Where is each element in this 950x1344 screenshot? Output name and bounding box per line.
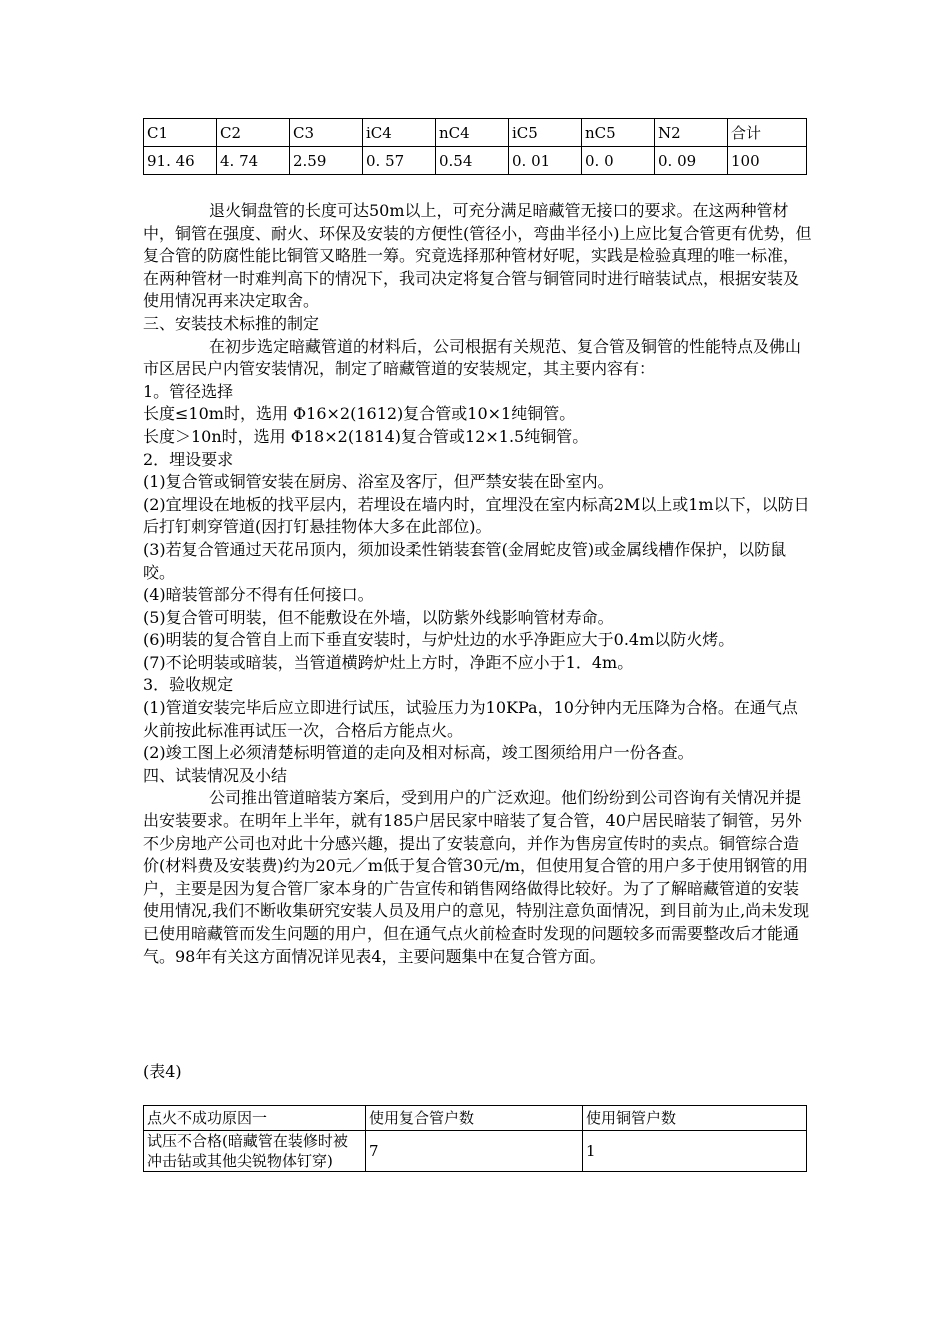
table-header-cell: N2: [655, 119, 728, 147]
section-heading: 四、试装情况及小结: [143, 765, 288, 785]
list-item: (2)宜埋设在地板的找平层内，若埋设在墙内时，宜埋没在室内标高2M以上或1m以下，以防日后打钉刺穿管道(因打钉悬挂物体大多在此部位)。: [143, 494, 810, 537]
table-header-cell: iC5: [509, 119, 582, 147]
table-header-cell: C2: [217, 119, 290, 147]
table-header-cell: 点火不成功原因一: [144, 1106, 366, 1131]
table-cell: 4. 74: [217, 147, 290, 175]
table-cell: 0.54: [436, 147, 509, 175]
list-item: (5)复合管可明装，但不能敷设在外墙，以防紫外线影响管材寿命。: [143, 607, 614, 627]
list-item: 长度≤10m时，选用 Φ16×2(1612)复合管或10×1纯铜管。: [143, 404, 576, 424]
ignition-failure-table: [143, 1105, 807, 1172]
table-header-cell: C3: [290, 119, 363, 147]
table-cell: 试压不合格(暗藏管在装修时被冲击钻或其他尖锐物体钉穿): [144, 1131, 366, 1172]
list-item: (1)管道安装完毕后应立即进行试压，试验压力为10KPa，10分钟内无压降为合格。在通气点火前按此标准再试压一次，合格后方能点火。: [143, 698, 798, 740]
table-cell: 0. 57: [363, 147, 436, 175]
table-cell: 0. 01: [509, 147, 582, 175]
table-header-cell: nC5: [582, 119, 655, 147]
paragraph: 公司推出管道暗装方案后，受到用户的广泛欢迎。他们纷纷到公司咨询有关情况并提出安装要求。在明年上半年，就有185户居民家中暗装了复合管，40户居民暗装了铜管，另外不少房地产公司也对此十分感兴趣，提出了安装意向，并作为售房宣传时的卖点。铜管综合造价(材料费及安装费)约为20元／m低于复合管30元/m，但使用复合管的用户多于使用钢管的用户，主要是因为复合管厂家本身的广告宣传和销售网络做得比较好。为了了解暗藏管道的安装使用情况,我们不断收集研究安装人员及用户的意见，特别注意负面情况，到目前为止,尚未发现已使用暗藏管而发生问题的用户，但在通气点火前检查时发现的问题较多而需要整改后才能通气。98年有关这方面情况详见表4，主要问题集中在复合管方面。: [143, 788, 810, 966]
table-cell: 0. 09: [655, 147, 728, 175]
table-header-cell: iC4: [363, 119, 436, 147]
table-header-row: [144, 1106, 807, 1131]
table-header-row: [144, 119, 807, 147]
table-header-cell: C1: [144, 119, 217, 147]
list-item: 长度＞10n时，选用 Φ18×2(1814)复合管或12×1.5纯铜管。: [143, 426, 589, 446]
section-heading: 三、安装技术标推的制定: [143, 313, 320, 333]
table-cell: 1: [583, 1131, 807, 1172]
list-item: (4)暗装管部分不得有任何接口。: [143, 585, 374, 605]
subsection-heading: 2．埋设要求: [143, 449, 234, 469]
list-item: (3)若复合管通过天花吊顶内，须加设柔性销装套管(金屑蛇皮管)或金属线槽作保护，以防鼠咬。: [143, 539, 787, 582]
list-item: (2)竣工图上必须清楚标明管道的走向及相对标高，竣工图须给用户一份各查。: [143, 743, 694, 763]
paragraph: 在初步选定暗藏管道的材料后，公司根据有关规范、复合管及铜管的性能特点及佛山市区居民户内管安装情况，制定了暗藏管道的安装规定，其主要内容有：: [143, 336, 802, 379]
table-cell: 2.59: [290, 147, 363, 175]
body-text: [143, 200, 813, 968]
table-header-cell: 合计: [728, 119, 807, 147]
gas-composition-table: [143, 118, 807, 175]
list-item: (6)明装的复合管自上而下垂直安装时，与炉灶边的水乎净距应大于0.4m以防火烤。: [143, 630, 735, 650]
subsection-heading: 1。管径选择: [143, 381, 234, 401]
table-row: [144, 1131, 807, 1172]
list-item: (7)不论明装或暗装，当管道横跨炉灶上方时，净距不应小于1．4m。: [143, 652, 634, 672]
table-header-cell: nC4: [436, 119, 509, 147]
subsection-heading: 3．验收规定: [143, 675, 234, 695]
table-header-cell: 使用铜管户数: [583, 1106, 807, 1131]
list-item: (1)复合管或铜管安装在厨房、浴室及客厅，但严禁安装在卧室内。: [143, 472, 614, 492]
table-row: [144, 147, 807, 175]
table-header-cell: 使用复合管户数: [366, 1106, 583, 1131]
table-cell: 91. 46: [144, 147, 217, 175]
table-caption: (表4): [143, 1062, 182, 1081]
table-cell: 7: [366, 1131, 583, 1172]
paragraph: 退火铜盘管的长度可达50m以上，可充分满足暗藏管无接口的要求。在这两种管材中，铜管在强度、耐火、环保及安装的方便性(管径小，弯曲半径小)上应比复合管更有优势，但复合管的防腐性能比铜管又略胜一筹。究竟选择那种管材好呢，实践是检验真理的唯一标准，在两种管材一时难判高下的情况下，我司决定将复合管与铜管同时进行暗装试点，根据安装及使用情况再来决定取舍。: [143, 201, 812, 311]
table-cell: 0. 0: [582, 147, 655, 175]
table-cell: 100: [728, 147, 807, 175]
